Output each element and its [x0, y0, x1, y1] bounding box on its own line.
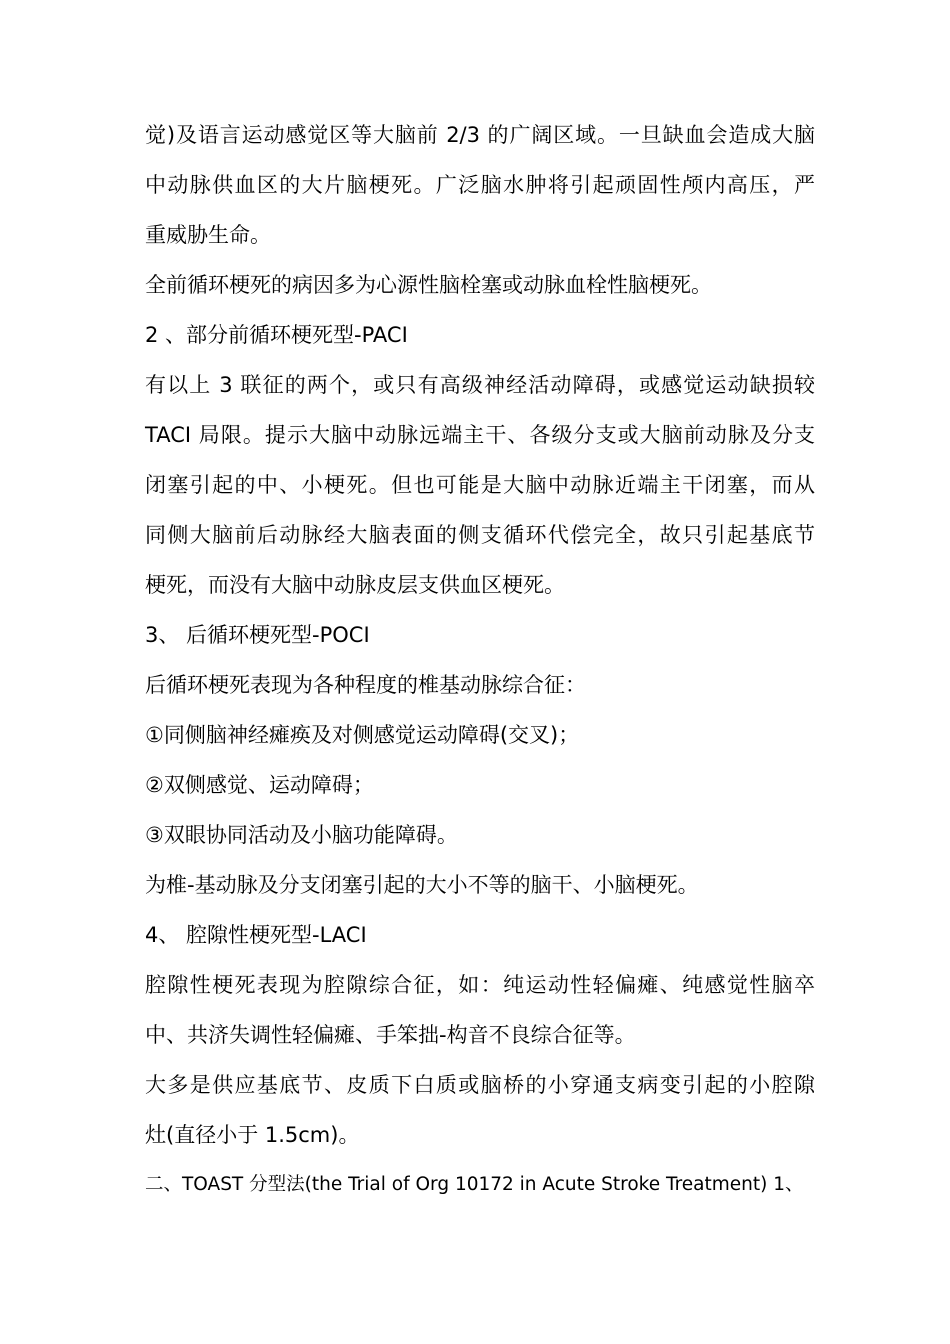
section-heading: 3、 后循环梗死型-POCI [145, 623, 370, 647]
text-line: 中、共济失调性轻偏瘫、手笨拙-构音不良综合征等。 [145, 1023, 636, 1047]
section-heading: 二、TOAST 分型法(the Trial of Org 10172 in Acute Stroke Treatment) 1、 [145, 1174, 804, 1195]
text-line: 腔隙性梗死表现为腔隙综合征，如：纯运动性轻偏瘫、纯感觉性脑卒 [145, 973, 815, 997]
list-item: ①同侧脑神经瘫痪及对侧感觉运动障碍(交叉)； [145, 723, 580, 747]
text-line: 全前循环梗死的病因多为心源性脑栓塞或动脉血栓性脑梗死。 [145, 273, 712, 297]
list-item: ②双侧感觉、运动障碍； [145, 773, 374, 797]
text-line: 为椎-基动脉及分支闭塞引起的大小不等的脑干、小脑梗死。 [145, 873, 699, 897]
text-line: 灶(直径小于 1.5cm)。 [145, 1123, 360, 1147]
text-line: 大多是供应基底节、皮质下白质或脑桥的小穿通支病变引起的小腔隙 [145, 1073, 815, 1097]
text-line: 重威胁生命。 [145, 223, 271, 247]
text-line: 有以上 3 联征的两个，或只有高级神经活动障碍，或感觉运动缺损较 [145, 373, 815, 397]
text-line: 后循环梗死表现为各种程度的椎基动脉综合征： [145, 673, 586, 697]
list-item: ③双眼协同活动及小脑功能障碍。 [145, 823, 458, 847]
text-line: 中动脉供血区的大片脑梗死。广泛脑水肿将引起顽固性颅内高压，严 [145, 173, 815, 197]
text-line: 同侧大脑前后动脉经大脑表面的侧支循环代偿完全，故只引起基底节 [145, 523, 815, 547]
text-line: 闭塞引起的中、小梗死。但也可能是大脑中动脉近端主干闭塞，而从 [145, 473, 815, 497]
text-line: TACI 局限。提示大脑中动脉远端主干、各级分支或大脑前动脉及分支 [145, 423, 815, 447]
section-heading: 4、 腔隙性梗死型-LACI [145, 923, 367, 947]
section-heading: 2 、部分前循环梗死型-PACI [145, 323, 408, 347]
text-line: 觉)及语言运动感觉区等大脑前 2/3 的广阔区域。一旦缺血会造成大脑 [145, 123, 815, 147]
text-line: 梗死，而没有大脑中动脉皮层支供血区梗死。 [145, 573, 565, 597]
